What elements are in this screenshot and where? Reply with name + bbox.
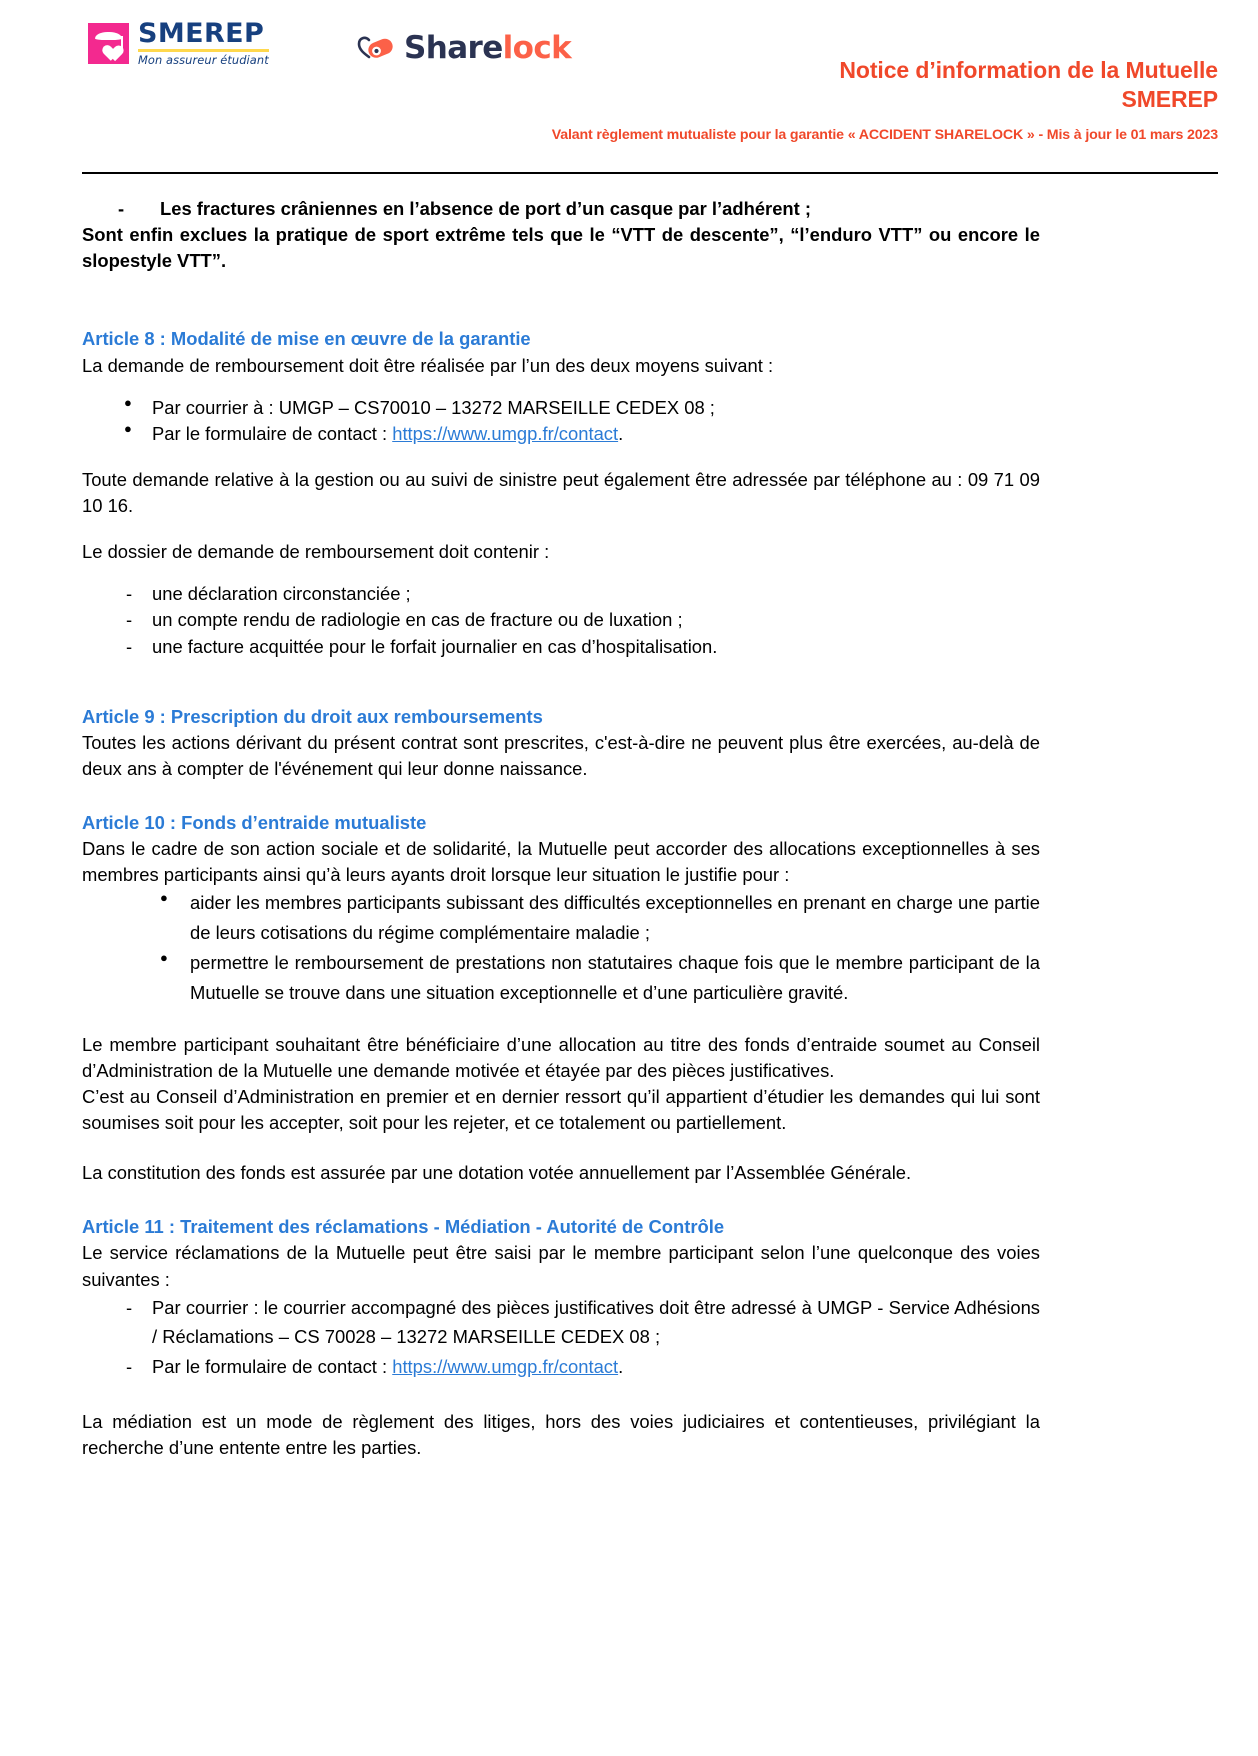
header-divider [82,172,1218,174]
sharelock-word-share: Share [404,30,503,66]
method-mail-text: Par courrier à : UMGP – CS70010 – 13272 MARSEILLE CEDEX 08 ; [152,396,715,418]
sharelock-word-lock: lock [502,30,572,66]
document-subtitle: Valant règlement mutualiste pour la garantie « ACCIDENT SHARELOCK » - Mis à jour le 01 mars 2023 [551,126,1218,143]
list-item [82,1352,1040,1381]
article-10-paragraph-1: Le membre participant souhaitant être bénéficiaire d’une allocation au titre des fonds d’entraide soumet au Conseil d’Administration de la Mutuelle une demande motivée et étayée par des pièces justificatives. [82,1033,1040,1081]
article-11-list [82,1293,1040,1381]
list-item: - une déclaration circonstanciée ; [82,581,1040,607]
document-header [0,0,1258,150]
umgp-contact-link[interactable]: https://www.umgp.fr/contact [392,422,619,444]
dash-marker: - [118,198,125,219]
umgp-contact-link-2[interactable]: https://www.umgp.fr/contact [392,1355,619,1377]
article-11-form-suffix: . [618,1355,624,1377]
sharelock-lock-icon [356,34,396,64]
exclusion-bullet-text: Les fractures crâniennes en l’absence de port d’un casque par l’adhérent ; [160,198,812,219]
article-8-phone-paragraph: Toute demande relative à la gestion ou au suivi de sinistre peut également être adressée par téléphone au : 09 71 09 10 16. [82,468,1040,516]
article-8-dossier-list [82,581,1040,659]
list-item: ● permettre le remboursement de prestations non statutaires chaque fois que le membre participant de la Mutuelle se trouve dans une situation exceptionnelle et d’une particulière gravité. [82,948,1040,1008]
article-8-methods-list [82,395,1040,447]
document-title-line2: SMEREP [1121,86,1218,113]
smerep-logo [88,20,269,67]
exclusion-paragraph: Sont enfin exclues la pratique de sport extrême tels que le “VTT de descente”, “l’enduro VTT” ou encore le slopestyle VTT”. [82,224,1040,272]
document-body [82,196,1040,1461]
list-item [82,395,1040,421]
list-item [82,421,1040,447]
article-8-dossier-intro: Le dossier de demande de remboursement doit contenir : [82,541,550,563]
article-10-intro: Dans le cadre de son action sociale et de solidarité, la Mutuelle peut accorder des allocations exceptionnelles à ses membres participants ainsi qu’à leurs ayants droit lorsque leur situation le justifie pour : [82,838,1040,886]
header-title-block [528,56,1218,143]
article-9-heading: Article 9 : Prescription du droit aux remboursements [82,705,543,727]
article-8-heading: Article 8 : Modalité de mise en œuvre de la garantie [82,328,531,350]
list-item: ● aider les membres participants subissant des difficultés exceptionnelles en prenant en charge une partie de leurs cotisations du régime complémentaire maladie ; [82,888,1040,948]
article-10-paragraph-3: La constitution des fonds est assurée par une dotation votée annuellement par l’Assemblée Générale. [82,1162,912,1184]
exclusion-bullet-item [118,196,1040,222]
article-11-closing: La médiation est un mode de règlement des litiges, hors des voies judiciaires et contentieuses, privilégiant la recherche d’une entente entre les parties. [82,1410,1040,1459]
method-form-text: Par le formulaire de contact : [152,422,393,444]
article-8-intro: La demande de remboursement doit être réalisée par l’un des deux moyens suivant : [82,354,774,376]
article-10-list [82,888,1040,1007]
article-11-form-text: Par le formulaire de contact : [152,1355,393,1377]
smerep-tagline: Mon assureur étudiant [138,53,269,67]
article-9-paragraph: Toutes les actions dérivant du présent contrat sont prescrites, c'est-à-dire ne peuvent plus être exercées, au-delà de deux ans à compter de l'événement qui leur donne naissance. [82,731,1040,779]
method-form-suffix: . [618,422,624,444]
document-title-line1: Notice d’information de la Mutuelle [839,57,1218,83]
smerep-name: SMEREP [138,18,265,49]
smerep-graduation-heart-icon [88,23,129,64]
article-11-heading: Article 11 : Traitement des réclamations - Médiation - Autorité de Contrôle [82,1216,725,1238]
list-item: - une facture acquittée pour le forfait journalier en cas d’hospitalisation. [82,634,1040,660]
smerep-wordmark [138,20,269,67]
article-10-heading: Article 10 : Fonds d’entraide mutualiste [82,812,427,833]
article-10-paragraph-2: C’est au Conseil d’Administration en premier et en dernier ressort qu’il appartient d’étudier les demandes qui lui sont soumises soit pour les accepter, soit pour les rejeter, et ce totalement ou partiellement. [82,1085,1040,1133]
list-item: - Par courrier : le courrier accompagné des pièces justificatives doit être adressé à UMGP - Service Adhésions / Réclamations – CS 70028 – 13272 MARSEILLE CEDEX 08 ; [82,1293,1040,1352]
article-11-intro: Le service réclamations de la Mutuelle peut être saisi par le membre participant selon l’une quelconque des voies suivantes : [82,1242,1040,1290]
list-item: - un compte rendu de radiologie en cas de fracture ou de luxation ; [82,607,1040,633]
smerep-underline [138,49,269,52]
